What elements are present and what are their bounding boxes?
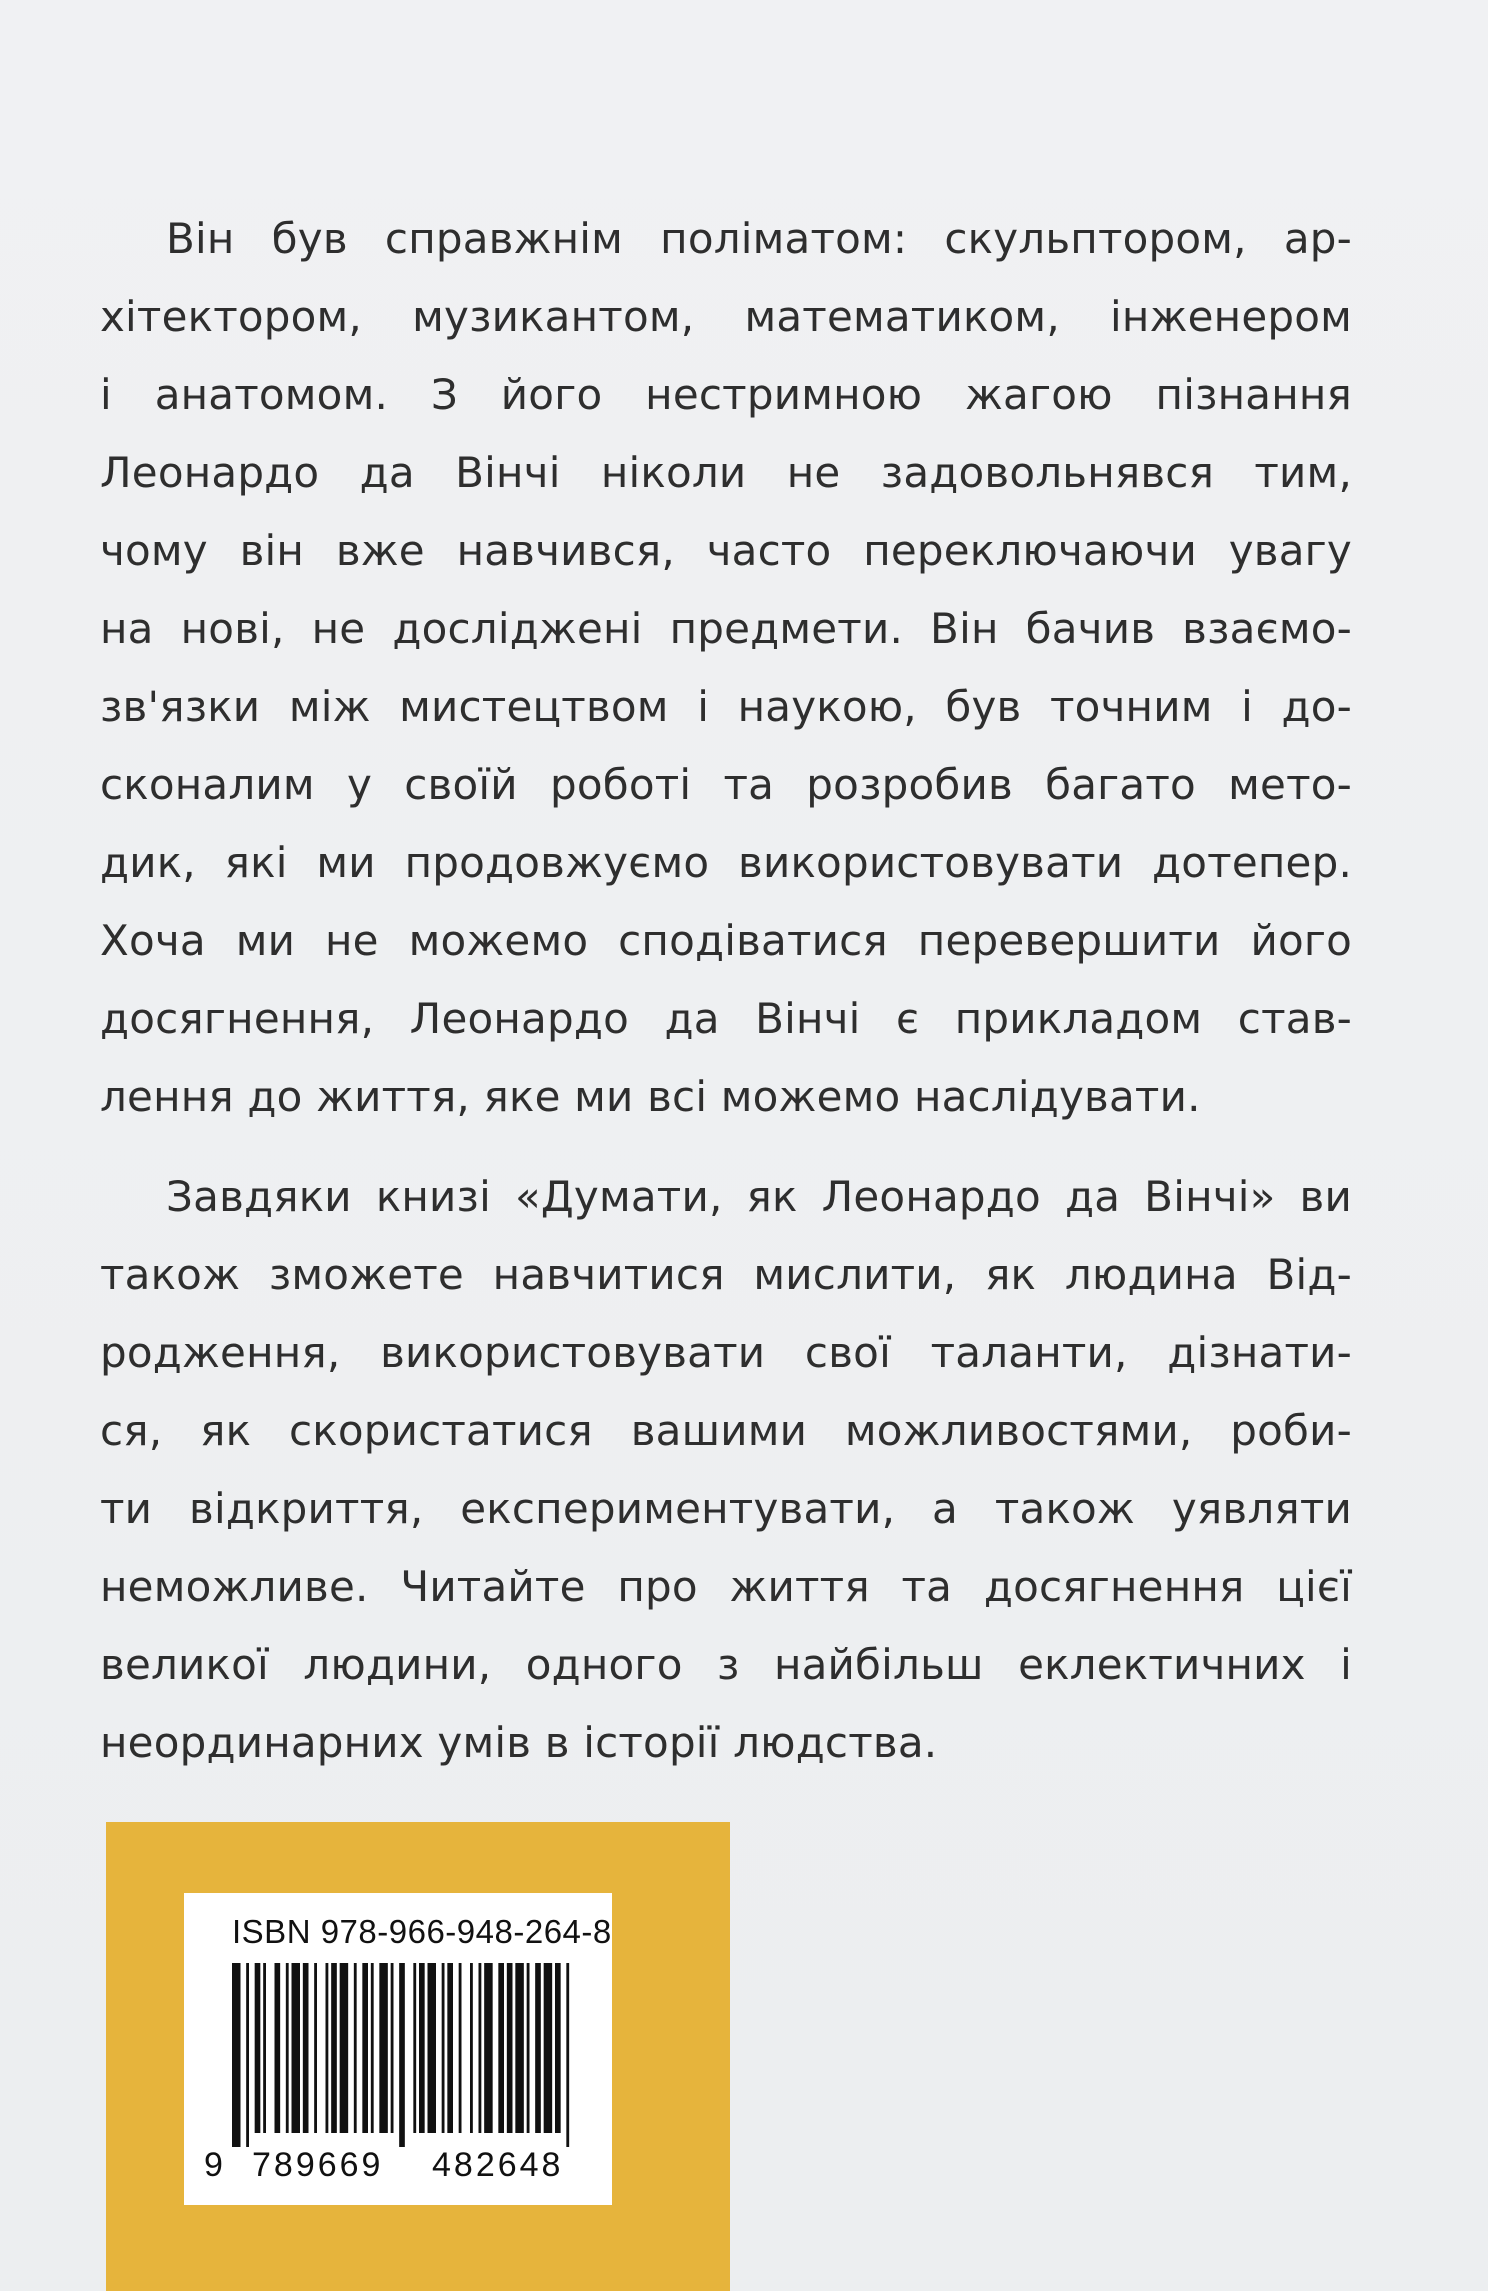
barcode-bar [442,1963,445,2133]
barcode-digits-left: 789669 [252,2146,384,2184]
barcode-bar [275,1963,281,2133]
barcode-bar [555,1963,561,2133]
text-line: Він був справжнім поліматом: скульптором, ар- [166,214,1352,263]
barcode-bar [340,1963,349,2133]
barcode-bar [292,1963,301,2133]
barcode-bar [470,1963,473,2133]
barcode-bar [326,1963,329,2133]
text-line: дик, які ми продовжуємо використовувати дотепер. [100,838,1352,887]
barcode-bar [507,1963,513,2133]
barcode-digits [204,2146,594,2190]
text-line: Леонардо да Вінчі ніколи не задовольнявся тим, [100,448,1352,497]
barcode-bar [303,1963,309,2133]
text-line: лення до життя, яке ми всі можемо наслідувати. [100,1072,1201,1121]
text-line: неординарних умів в історії людства. [100,1718,938,1767]
isbn-text: ISBN 978-966-948-264-8 [232,1913,612,1950]
barcode-bar [498,1963,504,2133]
barcode-bar [515,1963,524,2133]
barcode-bar [484,1963,493,2133]
barcode-bar [391,1963,394,2133]
barcode-bar [413,1963,416,2133]
barcode-bar [544,1963,553,2133]
text-line: неможливе. Читайте про життя та досягнення цієї [100,1562,1352,1611]
barcode-digit-first: 9 [204,2146,223,2184]
barcode-bar [459,1963,462,2133]
barcode-bar [399,1963,405,2147]
text-line: хітектором, музикантом, математиком, інженером [100,292,1352,341]
barcode-bar [527,1963,530,2133]
text-line: великої людини, одного з найбільш еклектичних і [100,1640,1352,1689]
barcode-bar [314,1963,317,2133]
barcode-bar [362,1963,368,2133]
barcode-bar [479,1963,482,2133]
barcode-bar [428,1963,437,2133]
barcode-digits-right: 482648 [432,2146,564,2184]
text-line: також зможете навчитися мислити, як людина Від- [100,1250,1352,1299]
barcode-bar [246,1963,249,2147]
text-line: ти відкриття, експериментувати, а також уявляти [100,1484,1352,1533]
text-line: на нові, не досліджені предмети. Він бачив взаємо- [100,604,1352,653]
text-line: і анатомом. З його нестримною жагою пізнання [100,370,1352,419]
text-line: ся, як скористатися вашими можливостями, роби- [100,1406,1352,1455]
text-line: Завдяки книзі «Думати, як Леонардо да Вінчі» ви [166,1172,1352,1221]
barcode-bar [447,1963,453,2133]
barcode-bar [263,1963,266,2133]
text-line: досягнення, Леонардо да Вінчі є прикладом став- [100,994,1352,1043]
barcode-bar [286,1963,289,2133]
barcode-bar [379,1963,388,2133]
barcode-bar [354,1963,357,2133]
text-line: Хоча ми не можемо сподіватися перевершити його [100,916,1352,965]
barcode-bar [255,1963,261,2133]
barcode-label [184,1893,612,2205]
paragraph-1 [100,200,1352,1136]
description-text [100,200,1352,1782]
barcode-bar [566,1963,569,2147]
barcode-bar [232,1963,241,2147]
text-line: зв'язки між мистецтвом і наукою, був точним і до- [100,682,1352,731]
paragraph-2 [100,1158,1352,1782]
text-line: сконалим у своїй роботі та розробив багато мето- [100,760,1352,809]
barcode-bar [419,1963,425,2133]
barcode-bars [232,1963,572,2147]
text-line: родження, використовувати свої таланти, дізнати- [100,1328,1352,1377]
text-line: чому він вже навчився, часто переключаючи увагу [100,526,1352,575]
barcode-bar [535,1963,541,2133]
barcode-bar [371,1963,374,2133]
barcode-bar [331,1963,337,2133]
